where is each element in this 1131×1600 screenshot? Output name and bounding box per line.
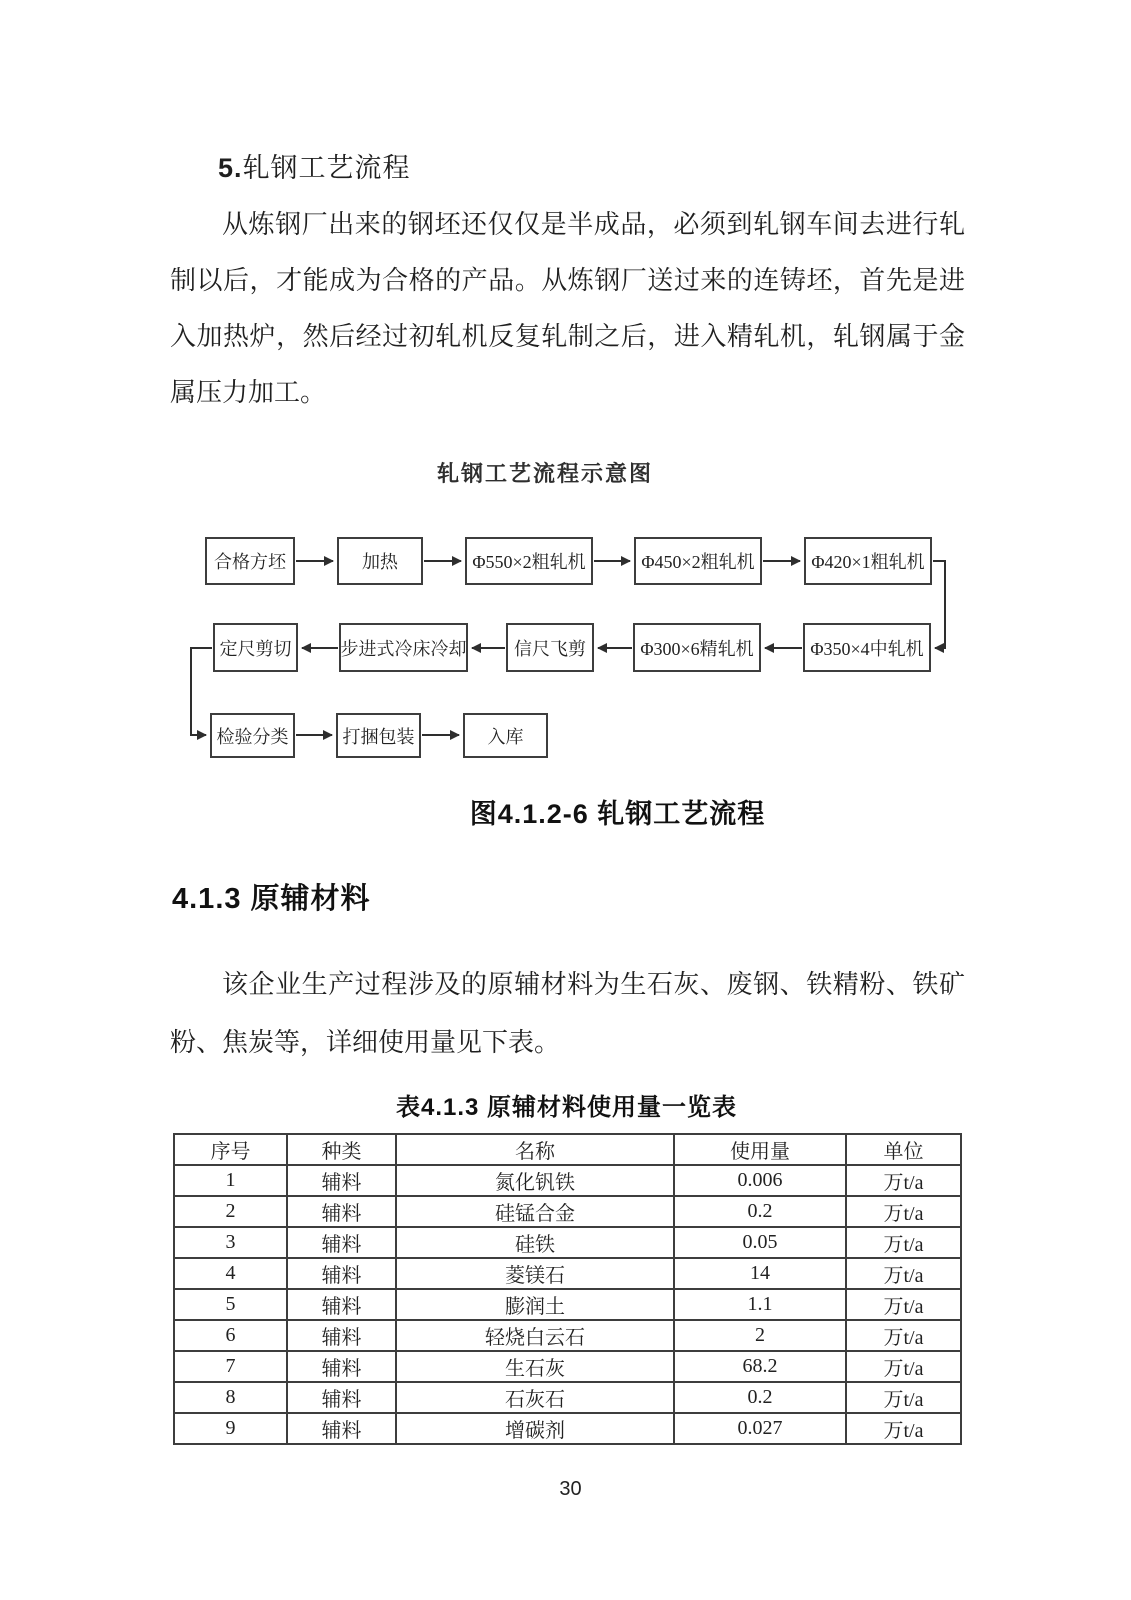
- flowchart-connectors: [0, 430, 1131, 790]
- table-row: 2 辅料 硅锰合金 0.2 万t/a: [174, 1196, 961, 1227]
- fc-box-rough-mill-450: Φ450×2粗轧机: [634, 537, 762, 585]
- section-5-number: 5.: [218, 153, 243, 183]
- section-5-heading: [170, 149, 1013, 187]
- intro-paragraph: [170, 206, 965, 430]
- table-row: 5 辅料 膨润土 1.1 万t/a: [174, 1289, 961, 1320]
- page-number: 30: [559, 1478, 582, 1500]
- header-cell: 使用量: [674, 1134, 846, 1165]
- rolling-process-flowchart: [0, 430, 1131, 790]
- table-caption: 表4.1.3 原辅材料使用量一览表: [395, 1094, 738, 1121]
- table-row: 8 辅料 石灰石 0.2 万t/a: [174, 1382, 961, 1413]
- header-cell: 单位: [846, 1134, 961, 1165]
- fc-box-medium-mill-350: Φ350×4中轧机: [803, 623, 931, 672]
- table-row: 3 辅料 硅铁 0.05 万t/a: [174, 1227, 961, 1258]
- fc-box-inspection-sorting: 检验分类: [210, 713, 295, 758]
- table-row: 9 辅料 增碳剂 0.027 万t/a: [174, 1413, 961, 1444]
- table-row: 6 辅料 轻烧白云石 2 万t/a: [174, 1320, 961, 1351]
- materials-paragraph: [170, 966, 965, 1082]
- table-row: 1 辅料 氮化钒铁 0.006 万t/a: [174, 1165, 961, 1196]
- paragraph-line: 从炼钢厂出来的钢坯还仅仅是半成品，必须到轧钢车间去进行轧: [222, 210, 965, 239]
- figure-caption: 图4.1.2-6 轧钢工艺流程: [469, 799, 766, 829]
- paragraph-line: 制以后，才能成为合格的产品。从炼钢厂送过来的连铸坯，首先是进: [170, 266, 965, 295]
- materials-table: [173, 1133, 962, 1445]
- fc-box-qualified-billet: 合格方坯: [205, 537, 295, 585]
- paragraph-line: 入加热炉，然后经过初轧机反复轧制之后，进入精轧机，轧钢属于金: [170, 322, 965, 351]
- header-cell: 种类: [287, 1134, 396, 1165]
- fc-box-finishing-mill-300: Φ300×6精轧机: [633, 623, 761, 672]
- fc-box-fixed-length-cutting: 定尺剪切: [213, 623, 298, 672]
- fc-box-rough-mill-550: Φ550×2粗轧机: [465, 537, 593, 585]
- header-cell: 名称: [396, 1134, 674, 1165]
- section-4-1-3-heading: 4.1.3 原辅材料: [172, 883, 371, 915]
- paragraph-line: 该企业生产过程涉及的原辅材料为生石灰、废钢、铁精粉、铁矿: [222, 970, 965, 999]
- fc-box-rough-mill-420: Φ420×1粗轧机: [804, 537, 932, 585]
- fc-box-bundling-packing: 打捆包装: [336, 713, 421, 758]
- fc-box-heating: 加热: [337, 537, 423, 585]
- flowchart-title: 轧钢工艺流程示意图: [436, 461, 653, 486]
- table-header-row: [174, 1134, 961, 1165]
- header-cell: 序号: [174, 1134, 287, 1165]
- paragraph-line: 属压力加工。: [170, 378, 327, 407]
- fc-box-flying-shear: 信尺飞剪: [506, 623, 594, 672]
- fc-box-warehousing: 入库: [463, 713, 548, 758]
- paragraph-line: 粉、焦炭等，详细使用量见下表。: [170, 1028, 561, 1057]
- table-row: 7 辅料 生石灰 68.2 万t/a: [174, 1351, 961, 1382]
- fc-box-cooling-bed: 步进式冷床冷却: [339, 623, 468, 672]
- section-5-title: 轧钢工艺流程: [242, 153, 411, 183]
- table-row: 4 辅料 菱镁石 14 万t/a: [174, 1258, 961, 1289]
